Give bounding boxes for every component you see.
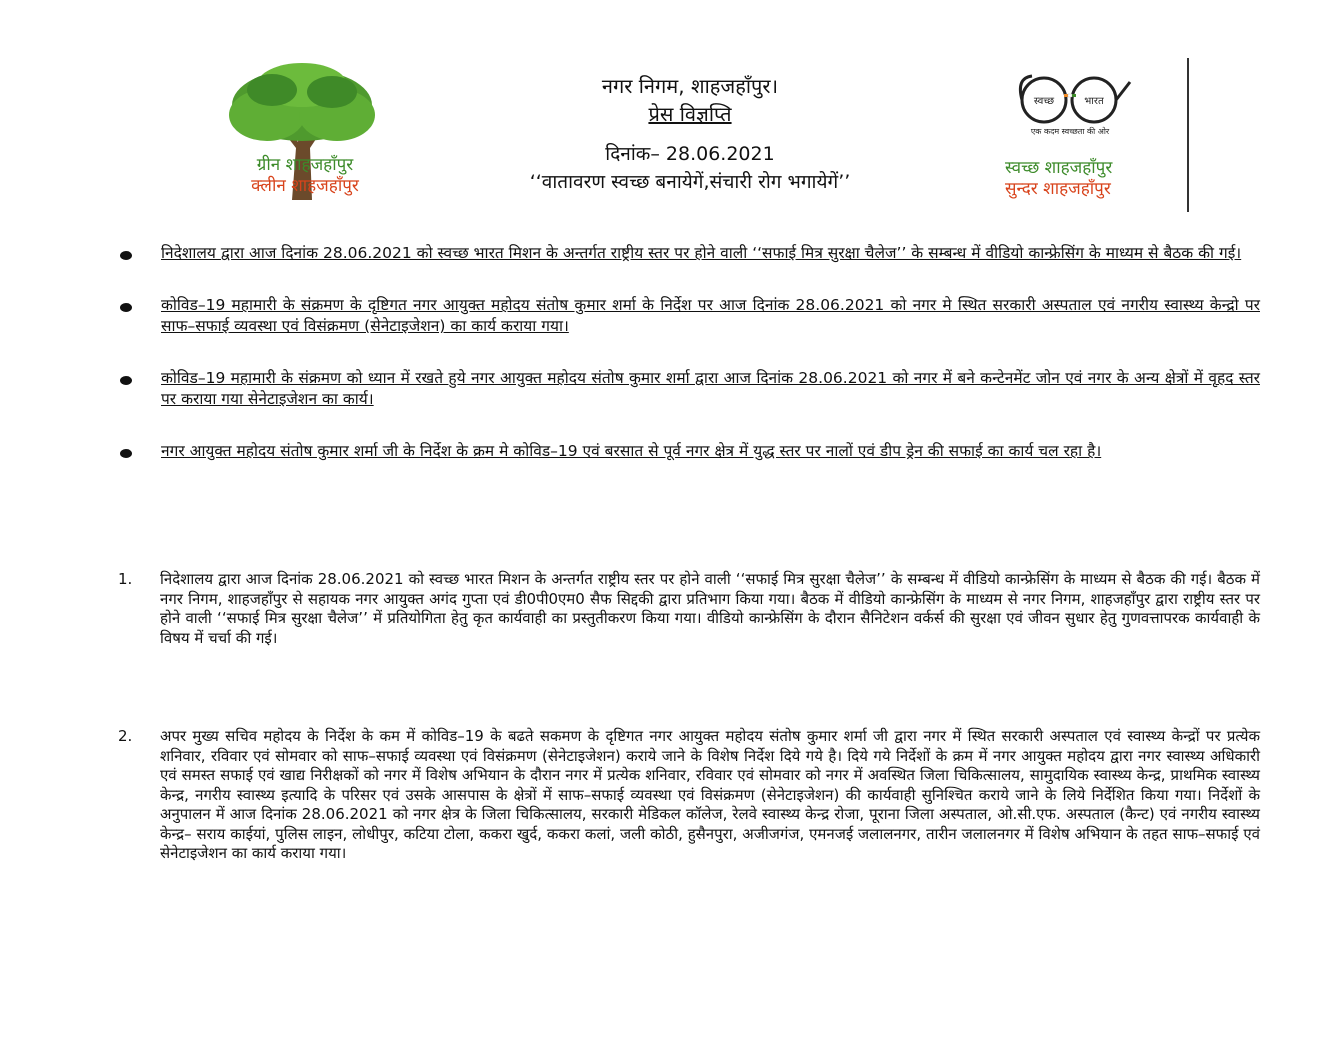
list-item [120,243,1260,264]
right-logo-line1: स्वच्छ शाहजहाँपुर [1005,158,1113,178]
paragraph-number: 2. [118,727,133,745]
list-item [120,368,1260,410]
bullet-icon [120,251,132,260]
bharat-text: भारत [1084,96,1104,107]
left-logo-caption [210,155,400,197]
bullet-icon [120,376,132,385]
bullet-text: निदेशालय द्वारा आज दिनांक 28.06.2021 को स्वच्छ भारत मिशन के अन्तर्गत राष्ट्रीय स्तर पर होने वाली ‘‘सफाई मित्र सुरक्षा चैलेज’’ के सम्बन्ध में वीडियो कान्फ्रेसिंग के माध्यम से बैठक की गई। [161,244,1242,262]
bullet-text: नगर आयुक्त महोदय संतोष कुमार शर्मा जी के निर्देश के क्रम मे कोविड–19 एवं बरसात से पूर्व नगर क्षेत्र में युद्ध स्तर पर नालों एवं डीप ड्रेन की सफाई का कार्य चल रहा है। [161,442,1102,460]
slogan: ‘‘वातावरण स्वच्छ बनायेगें,संचारी रोग भगायेगें’’ [529,171,851,193]
paragraph-number: 1. [118,570,133,588]
list-item [120,441,1260,462]
bullet-icon [120,449,132,458]
left-logo-line1: ग्रीन शाहजहाँपुर [256,155,354,175]
swachh-text: स्वच्छ [1033,96,1055,107]
date-line: दिनांक– 28.06.2021 [605,143,775,165]
paragraph-text: अपर मुख्य सचिव महोदय के निर्देश के कम में कोविड–19 के बढते सकमण के दृष्टिगत नगर आयुक्त महोदय संतोष कुमार शर्मा जी द्वारा नगर में स्थित सरकारी अस्पताल एवं स्वास्थ्य केन्द्रों पर प्रत्येक शनिवार, रविवार एवं सोमवार को साफ–सफाई व्यवस्था एवं विसंक्रमण (सेनेटाइजेशन) कराये जाने के विशेष निर्देश दिये गये है। दिये गये निर्देशों के क्रम में नगर आयुक्त महोदय द्वारा नगर स्वास्थ्य अधिकारी एवं समस्त सफाई एवं खाद्य निरीक्षकों को नगर में विशेष अभियान के दौरान नगर में प्रत्येक शनिवार, रविवार एवं सोमवार को नगर में अवस्थित जिला चिकित्सालय, सामुदायिक स्वास्थ्य केन्द्र, प्राथमिक स्वास्थ्य केन्द्र, नगरीय स्वास्थ्य इत्यादि के परिसर एवं उसके आसपास के क्षेत्रों में साफ–सफाई व्यवस्था एवं विसंक्रमण (सेनेटाइजेशन) की कार्यवाही सुनिश्चित कराये जाने के लिये निर्देशित किया गया। निर्देशों के अनुपालन में आज दिनांक 28.06.2021 को नगर क्षेत्र के जिला चिकित्सालय, सरकारी मेडिकल कॉलेज, रेलवे स्वास्थ्य केन्द्र रोजा, पूराना जिला अस्पताल, ओ.सी.एफ. अस्पताल (कैन्ट) एवं नगरीय स्वास्थ्य केन्द्र– सराय काईयां, पुलिस लाइन, लोधीपुर, कटिया टोला, ककरा खुर्द, ककरा कलां, जली कोठी, हुसैनपुरा, अजीजगंज, एमनजई जलालनगर, तारीन जलालनगर में विशेष अभियान के तहत साफ–सफाई एवं सेनेटाइजेशन का कार्य कराया गया। [160,727,1261,862]
highlights-list [120,243,1260,493]
organization-name: नगर निगम, शाहजहाँपुर। [601,74,779,98]
left-logo-line2: क्लीन शाहजहाँपुर [251,176,359,196]
paragraph-2 [118,727,1260,864]
bullet-text: कोविड–19 महामारी के संक्रमण को ध्यान में रखते हुये नगर आयुक्त महोदय संतोष कुमार शर्मा द्वारा आज दिनांक 28.06.2021 को नगर में बने कन्टेनमेंट जोन एवं नगर के अन्य क्षेत्रों में वृहद स्तर पर कराया गया सेनेटाइजेशन का कार्य। [161,369,1260,408]
right-logo-line2: सुन्दर शाहजहाँपुर [1005,179,1111,199]
bullet-text: कोविड–19 महामारी के संक्रमण के दृष्टिगत नगर आयुक्त महोदय संतोष कुमार शर्मा के निर्देश पर आज दिनांक 28.06.2021 को नगर मे स्थित सरकारी अस्पताल एवं नगरीय स्वास्थ्य केन्द्रो पर साफ–सफाई व्यवस्था एवं विसंक्रमण (सेनेटाइजेशन) का कार्य कराया गया। [161,296,1260,335]
paragraph-text: निदेशालय द्वारा आज दिनांक 28.06.2021 को स्वच्छ भारत मिशन के अन्तर्गत राष्ट्रीय स्तर पर होने वाली ‘‘सफाई मित्र सुरक्षा चैलेज’’ के सम्बन्ध में वीडियो कान्फ्रेसिंग के माध्यम से बैठक की गई। बैठक में नगर निगम, शाहजहाँपुर से सहायक नगर आयुक्त अगंद गुप्ता एवं डी0पी0एम0 सैफ सिद्दकी द्वारा प्रतिभाग किया गया। बैठक में वीडियो कान्फ्रेसिंग के माध्यम से नगर निगम, शाहजहाँपुर द्वारा राष्ट्रीय स्तर पर होने वाली ‘‘सफाई मित्र सुरक्षा चैलेज’’ में प्रतियोगिता हेतु कृत कार्यवाही का प्रस्तुतीकरण किया गया। वीडियो कान्फ्रेसिंग के दौरान सैनिटेशन वर्कर्स की सुरक्षा एवं जीवन सुधार हेतु गुणवत्तापरक कार्यवाही के विषय में चर्चा की गई। [160,570,1260,647]
list-item [120,295,1260,337]
swachh-bharat-glasses-icon [1012,72,1132,138]
right-logo-caption [1005,158,1155,200]
header-block [410,72,970,196]
swachh-tagline: एक कदम स्वच्छता की ओर [1030,127,1110,136]
bullet-icon [120,303,132,312]
press-release-title: प्रेस विज्ञप्ति [648,102,732,126]
header-divider [1187,58,1189,212]
swachh-bharat-logo [1012,72,1132,138]
paragraph-1 [118,570,1260,648]
